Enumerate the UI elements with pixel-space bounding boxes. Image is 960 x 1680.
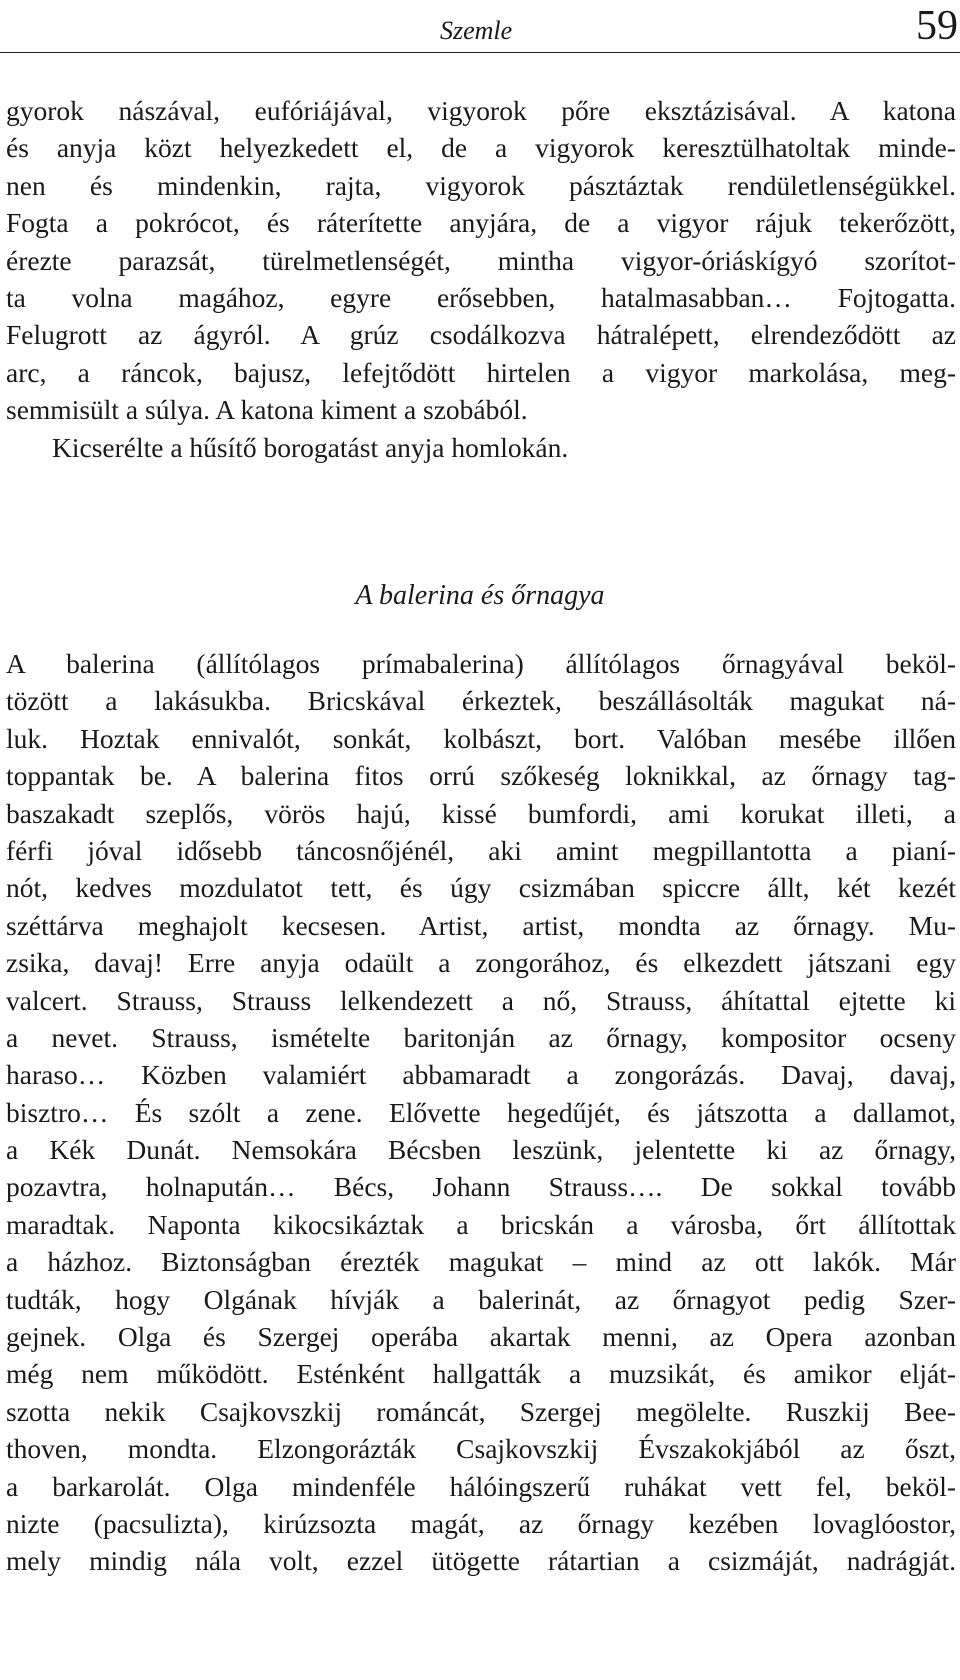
text-line: széttárva meghajolt kecsesen. Artist, artist, mondta az őrnagy. Mu- <box>6 909 956 941</box>
text-line: Felugrott az ágyról. A grúz csodálkozva hátralépett, elrendeződött az <box>6 319 956 351</box>
running-head <box>0 0 960 52</box>
text-line: maradtak. Naponta kikocsikáztak a bricskán a városba, őrt állítottak <box>6 1208 956 1240</box>
text-line: toppantak be. A balerina fitos orrú szőkeség loknikkal, az őrnagy tag- <box>6 760 956 792</box>
page-number: 59 <box>916 3 958 49</box>
text-line: baszakadt szeplős, vörös hajú, kissé bumfordi, ami korukat illeti, a <box>6 797 956 829</box>
text-line: szotta nekik Csajkovszkij románcát, Szergej megölelte. Ruszkij Bee- <box>6 1395 956 1427</box>
text-line: nen és mindenkin, rajta, vigyorok pásztáztak rendületlenségükkel. <box>6 169 956 201</box>
text-line: a házhoz. Biztonságban érezték magukat – mind az ott lakók. Már <box>6 1246 956 1278</box>
text-line: érezte parazsát, türelmetlenségét, mintha vigyor-óriáskígyó szorítot- <box>6 244 956 276</box>
text-line: gejnek. Olga és Szergej operába akartak menni, az Opera azonban <box>6 1321 956 1353</box>
text-line: pozavtra, holnapután… Bécs, Johann Strauss…. De sokkal tovább <box>6 1171 956 1203</box>
body-text-continued <box>6 92 956 466</box>
text-line: valcert. Strauss, Strauss lelkendezett a nő, Strauss, áhítattal ejtette ki <box>6 984 956 1016</box>
text-line: mely mindig nála volt, ezzel ütögette rátartian a csizmáját, nadrágját. <box>6 1545 956 1577</box>
text-line: zsika, davaj! Erre anyja odaült a zongorához, és elkezdett játszani egy <box>6 947 956 979</box>
text-line: nizte (pacsulizta), kirúzsozta magát, az őrnagy kezében lovaglóostor, <box>6 1507 956 1539</box>
text-line: a nevet. Strauss, ismételte baritonján az őrnagy, kompositor ocseny <box>6 1021 956 1053</box>
text-line: nót, kedves mozdulatot tett, és úgy csizmában spiccre állt, két kezét <box>6 872 956 904</box>
text-line: semmisült a súlya. A katona kiment a szobából. <box>6 394 528 426</box>
text-line: haraso… Közben valamiért abbamaradt a zongorázás. Davaj, davaj, <box>6 1059 956 1091</box>
text-line: ta volna magához, egyre erősebben, hatalmasabban… Fojtogatta. <box>6 281 956 313</box>
text-line: tudták, hogy Olgának hívják a balerinát, az őrnagyot pedig Szer- <box>6 1283 956 1315</box>
text-line: a Kék Dunát. Nemsokára Bécsben leszünk, jelentette ki az őrnagy, <box>6 1134 956 1166</box>
text-line: Fogta a pokrócot, és ráterítette anyjára, de a vigyor rájuk tekerőzött, <box>6 207 956 239</box>
indented-paragraph-line: Kicserélte a hűsítő borogatást anyja homlokán. <box>52 431 569 463</box>
header-rule <box>0 52 960 53</box>
text-line: bisztro… És szólt a zene. Elővette hegedűjét, és játszotta a dallamot, <box>6 1096 956 1128</box>
text-line: még nem működött. Esténként hallgatták a muzsikát, és amikor elját- <box>6 1358 956 1390</box>
text-line: és anyja közt helyezkedett el, de a vigyorok keresztülhatoltak minde- <box>6 132 956 164</box>
text-line: tözött a lakásukba. Bricskával érkeztek, beszállásolták magukat ná- <box>6 685 956 717</box>
text-line: arc, a ráncok, bajusz, lefejtődött hirtelen a vigyor markolása, meg- <box>6 356 956 388</box>
text-line: férfi jóval idősebb táncosnőjénél, aki amint megpillantotta a pianí- <box>6 834 956 866</box>
text-line: thoven, mondta. Elzongorázták Csajkovszkij Évszakokjából az őszt, <box>6 1433 956 1465</box>
text-line: luk. Hoztak ennivalót, sonkát, kolbászt, bort. Valóban mesébe illően <box>6 722 956 754</box>
story-title: A balerina és őrnagya <box>355 580 605 611</box>
text-line: A balerina (állítólagos prímabalerina) állítólagos őrnagyával beköl- <box>6 648 956 679</box>
running-head-section-title: Szemle <box>440 16 513 45</box>
story-body-text <box>6 645 956 1580</box>
text-line: gyorok nászával, eufóriájával, vigyorok pőre eksztázisával. A katona <box>6 95 956 126</box>
text-line: a barkarolát. Olga mindenféle hálóingszerű ruhákat vett fel, beköl- <box>6 1470 956 1502</box>
